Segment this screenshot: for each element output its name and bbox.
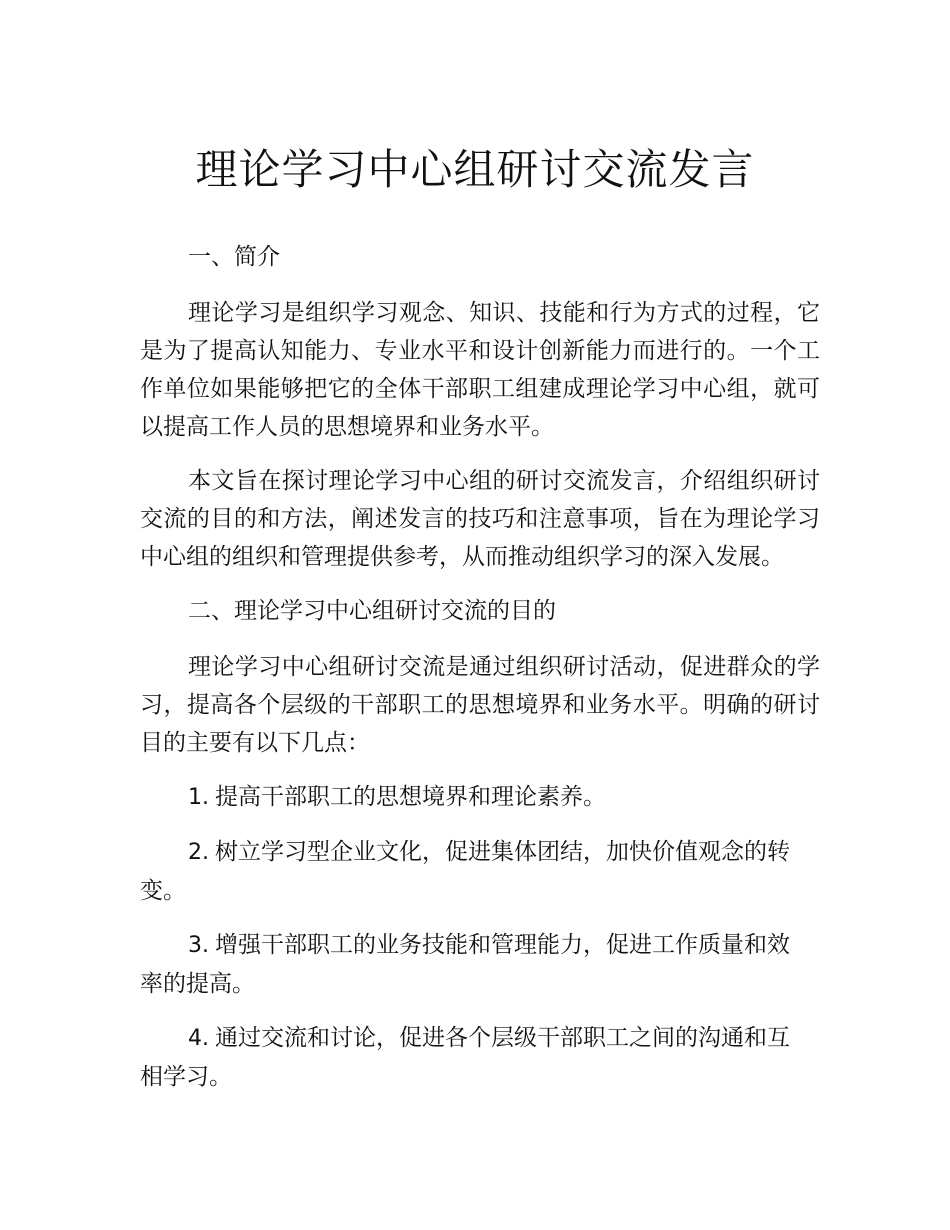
section-heading-purpose: 二、理论学习中心组研讨交流的目的 — [188, 598, 556, 624]
paragraph-intro-1: 理论学习是组织学习观念、知识、技能和行为方式的过程，它是为了提高认知能力、专业水平和设计创新能力而进行的。一个工作单位如果能够把它的全体干部职工组建成理论学习中心组，就可以提高工作人员的思想境界和业务水平。 — [140, 300, 820, 440]
paragraph-intro-2: 本文旨在探讨理论学习中心组的研讨交流发言，介绍组织研讨交流的目的和方法，阐述发言的技巧和注意事项，旨在为理论学习中心组的组织和管理提供参考，从而推动组织学习的深入发展。 — [140, 468, 820, 570]
list-item — [140, 778, 820, 817]
list-item-text: 增强干部职工的业务技能和管理能力，促进工作质量和效率的提高。 — [140, 932, 790, 997]
list-item-text: 提高干部职工的思想境界和理论素养。 — [215, 784, 606, 810]
list-item-text: 通过交流和讨论，促进各个层级干部职工之间的沟通和互相学习。 — [140, 1025, 790, 1090]
paragraph-purpose: 理论学习中心组研讨交流是通过组织研讨活动，促进群众的学习，提高各个层级的干部职工的思想境界和业务水平。明确的研讨目的主要有以下几点： — [140, 654, 820, 756]
list-item-number: 4. — [188, 1026, 209, 1051]
document-title: 理论学习中心组研讨交流发言 — [195, 145, 755, 194]
section-heading-intro: 一、简介 — [188, 244, 280, 270]
list-item-number: 2. — [188, 840, 209, 865]
list-item — [140, 1019, 820, 1096]
list-item — [140, 833, 820, 910]
list-item-text: 树立学习型企业文化，促进集体团结，加快价值观念的转变。 — [140, 839, 790, 904]
list-item-number: 1. — [188, 785, 209, 810]
document-body — [140, 238, 820, 1112]
list-item-number: 3. — [188, 933, 209, 958]
list-item — [140, 926, 820, 1003]
